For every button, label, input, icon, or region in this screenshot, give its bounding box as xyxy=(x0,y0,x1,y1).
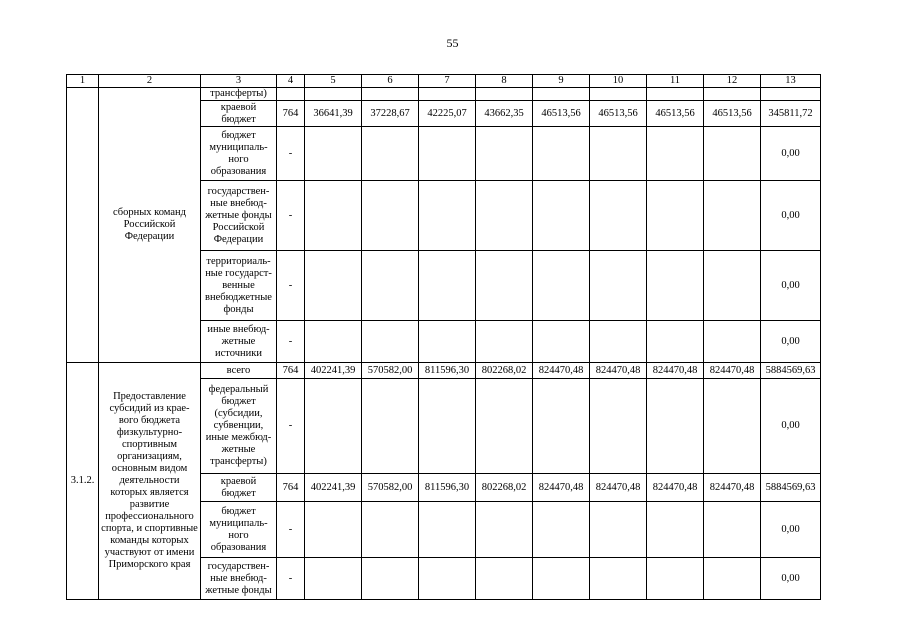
year-value xyxy=(305,127,362,181)
table-row xyxy=(67,363,821,379)
year-value: 46513,56 xyxy=(533,101,590,127)
year-value xyxy=(647,127,704,181)
budget-table xyxy=(66,74,821,600)
funding-source: трансферты) xyxy=(201,88,277,101)
year-value xyxy=(419,88,476,101)
year-value xyxy=(305,321,362,363)
column-number: 5 xyxy=(305,75,362,88)
year-value xyxy=(533,88,590,101)
total-value: 0,00 xyxy=(761,181,821,251)
year-value xyxy=(362,181,419,251)
year-value: 402241,39 xyxy=(305,474,362,502)
year-value xyxy=(476,251,533,321)
column-number: 11 xyxy=(647,75,704,88)
funding-source: всего xyxy=(201,363,277,379)
year-value: 824470,48 xyxy=(533,474,590,502)
row-index: 3.1.2. xyxy=(67,363,99,600)
column-number: 4 xyxy=(277,75,305,88)
funding-source: краевой бюджет xyxy=(201,101,277,127)
year-value xyxy=(533,181,590,251)
year-value xyxy=(590,558,647,600)
budget-code: - xyxy=(277,181,305,251)
year-value xyxy=(305,181,362,251)
year-value xyxy=(419,181,476,251)
table-row xyxy=(67,88,821,101)
year-value: 824470,48 xyxy=(704,363,761,379)
budget-code: - xyxy=(277,379,305,474)
budget-code: 764 xyxy=(277,363,305,379)
year-value xyxy=(647,181,704,251)
year-value xyxy=(533,502,590,558)
column-number-row xyxy=(67,75,821,88)
page-number: 55 xyxy=(446,36,459,50)
year-value: 36641,39 xyxy=(305,101,362,127)
column-number: 7 xyxy=(419,75,476,88)
year-value: 811596,30 xyxy=(419,474,476,502)
year-value xyxy=(590,181,647,251)
funding-source: государствен-ные внебюд-жетные фонды xyxy=(201,558,277,600)
year-value: 824470,48 xyxy=(704,474,761,502)
budget-code: - xyxy=(277,502,305,558)
funding-source: краевой бюджет xyxy=(201,474,277,502)
year-value: 824470,48 xyxy=(590,474,647,502)
year-value xyxy=(362,379,419,474)
total-value: 5884569,63 xyxy=(761,363,821,379)
year-value xyxy=(590,88,647,101)
funding-source: бюджет муниципаль-ного образования xyxy=(201,127,277,181)
year-value: 570582,00 xyxy=(362,363,419,379)
year-value: 824470,48 xyxy=(647,474,704,502)
year-value: 37228,67 xyxy=(362,101,419,127)
year-value xyxy=(476,379,533,474)
measure-name: сборных команд Российской Федерации xyxy=(99,88,201,363)
total-value: 0,00 xyxy=(761,251,821,321)
year-value xyxy=(590,321,647,363)
column-number: 3 xyxy=(201,75,277,88)
year-value xyxy=(362,88,419,101)
year-value xyxy=(533,127,590,181)
column-number: 1 xyxy=(67,75,99,88)
budget-code: - xyxy=(277,251,305,321)
year-value: 46513,56 xyxy=(590,101,647,127)
column-number: 2 xyxy=(99,75,201,88)
budget-code: 764 xyxy=(277,474,305,502)
year-value: 570582,00 xyxy=(362,474,419,502)
funding-source: иные внебюд-жетные источники xyxy=(201,321,277,363)
total-value xyxy=(761,88,821,101)
year-value xyxy=(419,251,476,321)
year-value xyxy=(305,379,362,474)
year-value xyxy=(704,251,761,321)
year-value xyxy=(704,321,761,363)
year-value xyxy=(419,502,476,558)
year-value: 402241,39 xyxy=(305,363,362,379)
funding-source: бюджет муниципаль-ного образования xyxy=(201,502,277,558)
year-value xyxy=(419,558,476,600)
year-value xyxy=(476,558,533,600)
year-value xyxy=(590,127,647,181)
year-value xyxy=(305,502,362,558)
year-value: 46513,56 xyxy=(647,101,704,127)
year-value xyxy=(533,558,590,600)
year-value xyxy=(704,502,761,558)
total-value: 0,00 xyxy=(761,321,821,363)
year-value xyxy=(590,502,647,558)
column-number: 12 xyxy=(704,75,761,88)
year-value xyxy=(476,502,533,558)
total-value: 0,00 xyxy=(761,127,821,181)
year-value: 46513,56 xyxy=(704,101,761,127)
year-value xyxy=(590,379,647,474)
year-value xyxy=(362,127,419,181)
year-value xyxy=(704,379,761,474)
year-value: 824470,48 xyxy=(590,363,647,379)
funding-source: государствен-ные внебюд-жетные фонды Российской Федерации xyxy=(201,181,277,251)
year-value xyxy=(647,558,704,600)
year-value xyxy=(647,502,704,558)
year-value xyxy=(533,321,590,363)
budget-code: - xyxy=(277,127,305,181)
year-value xyxy=(704,181,761,251)
total-value: 0,00 xyxy=(761,502,821,558)
year-value xyxy=(362,251,419,321)
column-number: 8 xyxy=(476,75,533,88)
year-value xyxy=(647,251,704,321)
column-number: 9 xyxy=(533,75,590,88)
year-value xyxy=(305,251,362,321)
year-value xyxy=(704,127,761,181)
year-value xyxy=(476,321,533,363)
total-value: 5884569,63 xyxy=(761,474,821,502)
year-value: 802268,02 xyxy=(476,363,533,379)
year-value xyxy=(419,127,476,181)
year-value xyxy=(647,379,704,474)
year-value xyxy=(419,379,476,474)
budget-code: - xyxy=(277,321,305,363)
column-number: 10 xyxy=(590,75,647,88)
year-value xyxy=(419,321,476,363)
year-value xyxy=(305,558,362,600)
year-value xyxy=(362,558,419,600)
year-value xyxy=(533,251,590,321)
budget-code xyxy=(277,88,305,101)
column-number: 13 xyxy=(761,75,821,88)
year-value xyxy=(590,251,647,321)
year-value xyxy=(704,558,761,600)
total-value: 0,00 xyxy=(761,558,821,600)
column-number: 6 xyxy=(362,75,419,88)
year-value xyxy=(647,321,704,363)
year-value: 43662,35 xyxy=(476,101,533,127)
year-value xyxy=(362,502,419,558)
total-value: 345811,72 xyxy=(761,101,821,127)
measure-name: Предоставление субсидий из крае-вого бюджета физкультурно-спортивным организациям, основным видом деятельности которых является развитие профессионального спорта, и спортивные команды которых участвуют от имени Приморского края xyxy=(99,363,201,600)
year-value: 811596,30 xyxy=(419,363,476,379)
year-value: 824470,48 xyxy=(647,363,704,379)
year-value xyxy=(533,379,590,474)
total-value: 0,00 xyxy=(761,379,821,474)
year-value: 802268,02 xyxy=(476,474,533,502)
year-value: 42225,07 xyxy=(419,101,476,127)
year-value xyxy=(305,88,362,101)
funding-source: федеральный бюджет (субсидии, субвенции, иные межбюд-жетные трансферты) xyxy=(201,379,277,474)
year-value xyxy=(647,88,704,101)
budget-code: 764 xyxy=(277,101,305,127)
year-value xyxy=(476,181,533,251)
row-index xyxy=(67,88,99,363)
year-value xyxy=(704,88,761,101)
year-value: 824470,48 xyxy=(533,363,590,379)
budget-code: - xyxy=(277,558,305,600)
year-value xyxy=(476,88,533,101)
year-value xyxy=(362,321,419,363)
year-value xyxy=(476,127,533,181)
funding-source: территориаль-ные государст-венные внебюджетные фонды xyxy=(201,251,277,321)
